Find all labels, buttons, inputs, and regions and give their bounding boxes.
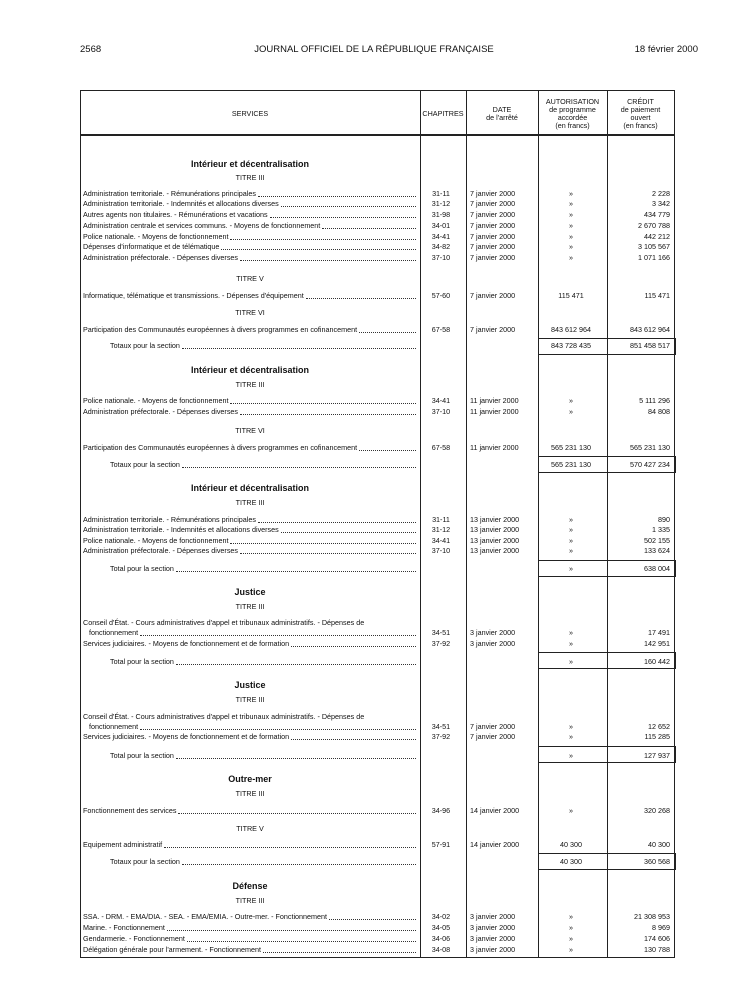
- total-autorisation: »: [569, 564, 573, 573]
- total-label: [110, 751, 416, 761]
- row-label: [83, 232, 416, 242]
- row-date: 7 janvier 2000: [470, 221, 516, 230]
- row-label-text: Autres agents non titulaires. - Rémunérations et vacations: [83, 210, 268, 219]
- row-chapitre: 67-58: [431, 443, 451, 452]
- row-autorisation: »: [569, 210, 573, 219]
- row-label-text: Délégation générale pour l'armement. - Fonctionnement: [83, 945, 261, 954]
- row-credit: 434 779: [644, 210, 670, 219]
- total-credit: 360 568: [644, 857, 670, 866]
- row-chapitre: 57-91: [431, 840, 451, 849]
- row-date: 7 janvier 2000: [470, 199, 516, 208]
- total-autorisation: 565 231 130: [551, 460, 591, 469]
- dot-leader: [329, 919, 416, 920]
- row-date: 13 janvier 2000: [470, 525, 520, 534]
- dot-leader: [240, 260, 416, 261]
- page-number: 2568: [80, 44, 102, 55]
- titre-heading: TITRE VI: [235, 308, 265, 317]
- row-date: 7 janvier 2000: [470, 732, 516, 741]
- section-title: Justice: [234, 680, 266, 690]
- row-chapitre: 37-10: [431, 253, 451, 262]
- row-label-text: Administration territoriale. - Rémunérations principales: [83, 515, 256, 524]
- dot-leader: [359, 332, 416, 333]
- row-credit: 133 624: [644, 546, 670, 555]
- row-label: [83, 325, 416, 335]
- row-label-text: Administration territoriale. - Rémunérations principales: [83, 189, 256, 198]
- row-date: 11 janvier 2000: [470, 443, 519, 452]
- table-bottom-rule: [80, 957, 675, 958]
- row-credit: 502 155: [644, 536, 670, 545]
- section-title: Outre-mer: [228, 774, 272, 784]
- row-credit: 1 071 166: [638, 253, 670, 262]
- total-autorisation: »: [569, 751, 573, 760]
- row-credit: 84 808: [648, 407, 670, 416]
- row-autorisation: 40 300: [560, 840, 582, 849]
- row-label: [83, 945, 416, 955]
- header-credit-line: ouvert: [630, 113, 651, 122]
- titre-heading: TITRE III: [235, 695, 265, 704]
- row-label-text: Administration territoriale. - Indemnités et allocations diverses: [83, 199, 279, 208]
- budget-table: [80, 90, 675, 958]
- row-date: 3 janvier 2000: [470, 945, 516, 954]
- row-label-text: Fonctionnement des services: [83, 806, 177, 815]
- row-chapitre: 37-10: [431, 407, 451, 416]
- row-label: [83, 912, 416, 922]
- section-title: Défense: [232, 881, 268, 891]
- row-label-line: fonctionnement: [89, 628, 139, 637]
- row-chapitre: 34-01: [431, 221, 451, 230]
- header-bottom-rule: [80, 134, 675, 136]
- titre-heading: TITRE III: [235, 498, 265, 507]
- titre-heading: TITRE VI: [235, 426, 265, 435]
- row-date: 13 janvier 2000: [470, 515, 520, 524]
- row-date: 7 janvier 2000: [470, 722, 516, 731]
- row-credit: 3 105 567: [638, 242, 670, 251]
- row-autorisation: 115 471: [558, 291, 584, 300]
- dot-leader: [230, 543, 416, 544]
- journal-title: JOURNAL OFFICIEL DE LA RÉPUBLIQUE FRANÇAISE: [254, 44, 494, 55]
- header-services: SERVICES: [231, 109, 269, 118]
- dot-leader: [258, 196, 416, 197]
- row-credit: 5 111 296: [639, 396, 670, 405]
- total-label-text: Total pour la section: [110, 751, 174, 760]
- row-label: [83, 291, 416, 301]
- row-label: [83, 242, 416, 252]
- dot-leader: [230, 239, 416, 240]
- row-credit: 142 951: [644, 639, 670, 648]
- row-label-text: Administration centrale et services communs. - Moyens de fonctionnement: [83, 221, 321, 230]
- row-label-text: Participation des Communautés européennes à divers programmes en cofinancement: [83, 325, 358, 334]
- dot-leader: [178, 813, 416, 814]
- row-label: [83, 840, 416, 850]
- row-label-text: Police nationale. - Moyens de fonctionnement: [83, 232, 229, 241]
- row-credit: 8 969: [652, 923, 670, 932]
- total-credit: 160 442: [644, 657, 670, 666]
- titre-heading: TITRE III: [235, 173, 265, 182]
- row-date: 3 janvier 2000: [470, 639, 516, 648]
- row-label-text: Dépenses d'informatique et de télématique: [83, 242, 220, 251]
- row-chapitre: 37-92: [431, 639, 451, 648]
- total-label-text: Totaux pour la section: [110, 857, 180, 866]
- header-credit: [607, 98, 674, 130]
- total-label-text: Total pour la section: [110, 564, 174, 573]
- dot-leader: [263, 952, 416, 953]
- dot-leader: [176, 571, 416, 572]
- row-autorisation: »: [569, 639, 573, 648]
- dot-leader: [291, 646, 416, 647]
- col-rule: [466, 90, 467, 958]
- col-rule: [674, 90, 675, 958]
- row-label: [83, 443, 416, 453]
- dot-leader: [164, 847, 416, 848]
- row-autorisation: »: [569, 546, 573, 555]
- row-label-text: Police nationale. - Moyens de fonctionnement: [83, 396, 229, 405]
- row-label-text: Participation des Communautés européennes à divers programmes en cofinancement: [83, 443, 358, 452]
- row-credit: 3 342: [652, 199, 670, 208]
- row-label: [83, 253, 416, 263]
- row-date: 14 janvier 2000: [470, 840, 520, 849]
- row-credit: 320 268: [644, 806, 670, 815]
- titre-heading: TITRE III: [235, 380, 265, 389]
- dot-leader: [182, 348, 416, 349]
- dot-leader: [230, 403, 416, 404]
- row-label-text: Services judiciaires. - Moyens de fonctionnement et de formation: [83, 639, 290, 648]
- row-label: [83, 210, 416, 220]
- row-chapitre: 37-92: [431, 732, 451, 741]
- row-chapitre: 34-51: [431, 628, 451, 637]
- publication-date: 18 février 2000: [634, 44, 698, 55]
- row-chapitre: 67-58: [431, 325, 451, 334]
- row-chapitre: 34-06: [431, 934, 451, 943]
- row-chapitre: 34-05: [431, 923, 451, 932]
- row-autorisation: »: [569, 806, 573, 815]
- section-title: Intérieur et décentralisation: [190, 483, 310, 493]
- row-date: 3 janvier 2000: [470, 923, 516, 932]
- row-credit: 115 285: [644, 732, 670, 741]
- row-autorisation: »: [569, 253, 573, 262]
- row-date: 7 janvier 2000: [470, 242, 516, 251]
- row-autorisation: 843 612 964: [551, 325, 591, 334]
- row-credit: 1 335: [652, 525, 670, 534]
- row-autorisation: »: [569, 722, 573, 731]
- row-label: [83, 396, 416, 406]
- row-date: 7 janvier 2000: [470, 325, 516, 334]
- row-chapitre: 31-12: [431, 525, 451, 534]
- row-chapitre: 34-41: [431, 232, 451, 241]
- row-date: 13 janvier 2000: [470, 536, 520, 545]
- total-label: [110, 341, 416, 351]
- dot-leader: [359, 450, 416, 451]
- row-chapitre: 31-98: [431, 210, 451, 219]
- row-label: [83, 923, 416, 933]
- row-label-line-wrap: [83, 722, 416, 732]
- header-autorisation-line: AUTORISATION: [545, 97, 600, 106]
- row-credit: 174 606: [644, 934, 670, 943]
- row-credit: 21 308 953: [634, 912, 670, 921]
- row-label-text: SSA. - DRM. - EMA/DIA. - SEA. - EMA/EMIA. - Outre-mer. - Fonctionnement: [83, 912, 328, 921]
- row-credit: 843 612 964: [630, 325, 670, 334]
- dot-leader: [176, 758, 416, 759]
- row-label: [83, 806, 416, 816]
- total-label-text: Totaux pour la section: [110, 460, 180, 469]
- row-autorisation: »: [569, 515, 573, 524]
- dot-leader: [221, 249, 416, 250]
- dot-leader: [167, 930, 416, 931]
- dot-leader: [140, 635, 416, 636]
- row-label: [83, 546, 416, 556]
- row-chapitre: 34-41: [431, 396, 451, 405]
- row-credit: 17 491: [648, 628, 670, 637]
- row-chapitre: 34-08: [431, 945, 451, 954]
- row-date: 14 janvier 2000: [470, 806, 520, 815]
- table-top-rule: [80, 90, 675, 91]
- row-date: 7 janvier 2000: [470, 232, 516, 241]
- row-autorisation: »: [569, 945, 573, 954]
- titre-heading: TITRE III: [235, 896, 265, 905]
- dot-leader: [258, 522, 416, 523]
- row-date: 7 janvier 2000: [470, 210, 516, 219]
- row-label: [83, 189, 416, 199]
- dot-leader: [187, 941, 416, 942]
- row-label-multiline: [83, 712, 416, 732]
- total-label: [110, 460, 416, 470]
- row-label-line-wrap: [83, 628, 416, 638]
- row-label-line: Conseil d'État. - Cours administratives d'appel et tribunaux administratifs. - Dépenses de: [83, 712, 365, 721]
- row-autorisation: »: [569, 934, 573, 943]
- row-date: 3 janvier 2000: [470, 912, 516, 921]
- row-chapitre: 31-12: [431, 199, 451, 208]
- total-credit: 638 004: [644, 564, 670, 573]
- row-label-text: Administration territoriale. - Indemnités et allocations diverses: [83, 525, 279, 534]
- total-label: [110, 657, 416, 667]
- row-label: [83, 536, 416, 546]
- row-chapitre: 31-11: [432, 515, 450, 524]
- row-credit: 2 670 788: [638, 221, 670, 230]
- total-label-text: Total pour la section: [110, 657, 174, 666]
- row-chapitre: 37-10: [431, 546, 451, 555]
- dot-leader: [240, 414, 416, 415]
- dot-leader: [270, 217, 416, 218]
- row-autorisation: »: [569, 923, 573, 932]
- total-autorisation: 40 300: [560, 857, 582, 866]
- section-title: Justice: [234, 587, 266, 597]
- row-label-text: Equipement administratif: [83, 840, 163, 849]
- row-autorisation: 565 231 130: [551, 443, 591, 452]
- row-chapitre: 34-96: [431, 806, 451, 815]
- dot-leader: [281, 206, 416, 207]
- dot-leader: [176, 664, 416, 665]
- row-label-text: Administration préfectorale. - Dépenses diverses: [83, 407, 239, 416]
- row-autorisation: »: [569, 525, 573, 534]
- row-date: 7 janvier 2000: [470, 291, 516, 300]
- row-date: 11 janvier 2000: [470, 396, 519, 405]
- total-label: [110, 857, 416, 867]
- row-chapitre: 34-02: [431, 912, 451, 921]
- row-date: 11 janvier 2000: [470, 407, 519, 416]
- row-date: 13 janvier 2000: [470, 546, 520, 555]
- dot-leader: [140, 729, 416, 730]
- row-autorisation: »: [569, 232, 573, 241]
- row-credit: 130 788: [644, 945, 670, 954]
- header-credit-line: de paiement: [620, 105, 661, 114]
- row-chapitre: 34-51: [431, 722, 451, 731]
- row-label: [83, 407, 416, 417]
- row-credit: 40 300: [648, 840, 670, 849]
- row-credit: 565 231 130: [630, 443, 670, 452]
- total-autorisation: »: [569, 657, 573, 666]
- row-chapitre: 34-82: [431, 242, 451, 251]
- row-autorisation: »: [569, 628, 573, 637]
- total-label-text: Totaux pour la section: [110, 341, 180, 350]
- row-label-text: Administration préfectorale. - Dépenses diverses: [83, 253, 239, 262]
- dot-leader: [182, 467, 416, 468]
- row-date: 7 janvier 2000: [470, 189, 516, 198]
- row-label: [83, 199, 416, 209]
- header-chapitres: CHAPITRES: [422, 109, 464, 118]
- row-label-text: Marine. - Fonctionnement: [83, 923, 165, 932]
- row-date: 7 janvier 2000: [470, 253, 516, 262]
- dot-leader: [182, 864, 416, 865]
- titre-heading: TITRE III: [235, 789, 265, 798]
- row-autorisation: »: [569, 407, 573, 416]
- total-credit: 127 937: [644, 751, 670, 760]
- row-credit: 890: [658, 515, 670, 524]
- row-label-multiline: [83, 618, 416, 638]
- total-label: [110, 564, 416, 574]
- header-autorisation: [538, 98, 607, 130]
- dot-leader: [322, 228, 416, 229]
- row-autorisation: »: [569, 732, 573, 741]
- row-chapitre: 57-60: [431, 291, 451, 300]
- section-title: Intérieur et décentralisation: [190, 365, 310, 375]
- row-credit: 12 652: [648, 722, 670, 731]
- header-autorisation-line: accordée: [557, 113, 588, 122]
- row-label-text: Administration préfectorale. - Dépenses diverses: [83, 546, 239, 555]
- row-label-line: Conseil d'État. - Cours administratives d'appel et tribunaux administratifs. - Dépenses de: [83, 618, 365, 627]
- row-label: [83, 515, 416, 525]
- row-autorisation: »: [569, 536, 573, 545]
- row-label: [83, 732, 416, 742]
- row-autorisation: »: [569, 396, 573, 405]
- row-credit: 442 212: [644, 232, 670, 241]
- row-autorisation: »: [569, 199, 573, 208]
- total-credit: 851 458 517: [630, 341, 670, 350]
- row-label-line: fonctionnement: [89, 722, 139, 731]
- row-chapitre: 31-11: [432, 189, 450, 198]
- row-label-text: Services judiciaires. - Moyens de fonctionnement et de formation: [83, 732, 290, 741]
- row-date: 3 janvier 2000: [470, 934, 516, 943]
- row-label-text: Gendarmerie. - Fonctionnement: [83, 934, 185, 943]
- titre-heading: TITRE V: [236, 824, 264, 833]
- row-date: 3 janvier 2000: [470, 628, 516, 637]
- section-title: Intérieur et décentralisation: [190, 159, 310, 169]
- header-date-line: de l'arrêté: [486, 113, 518, 122]
- row-label: [83, 221, 416, 231]
- titre-heading: TITRE III: [235, 602, 265, 611]
- header-date: [466, 106, 538, 122]
- row-label-text: Police nationale. - Moyens de fonctionnement: [83, 536, 229, 545]
- header-credit-line: (en francs): [623, 121, 658, 130]
- total-autorisation: 843 728 435: [551, 341, 591, 350]
- header-date-line: DATE: [492, 105, 512, 114]
- dot-leader: [281, 532, 416, 533]
- row-autorisation: »: [569, 221, 573, 230]
- row-credit: 115 471: [644, 291, 670, 300]
- row-label: [83, 639, 416, 649]
- row-credit: 2 228: [652, 189, 670, 198]
- dot-leader: [306, 298, 416, 299]
- header-credit-line: CRÉDIT: [627, 97, 654, 106]
- header-autorisation-line: de programme: [549, 105, 596, 114]
- row-label: [83, 934, 416, 944]
- titre-heading: TITRE V: [236, 274, 264, 283]
- row-autorisation: »: [569, 242, 573, 251]
- header-autorisation-line: (en francs): [555, 121, 590, 130]
- row-autorisation: »: [569, 189, 573, 198]
- dot-leader: [291, 739, 416, 740]
- row-label: [83, 525, 416, 535]
- row-autorisation: »: [569, 912, 573, 921]
- total-credit: 570 427 234: [630, 460, 670, 469]
- row-label-text: Informatique, télématique et transmissions. - Dépenses d'équipement: [83, 291, 304, 300]
- dot-leader: [240, 553, 416, 554]
- row-chapitre: 34-41: [431, 536, 451, 545]
